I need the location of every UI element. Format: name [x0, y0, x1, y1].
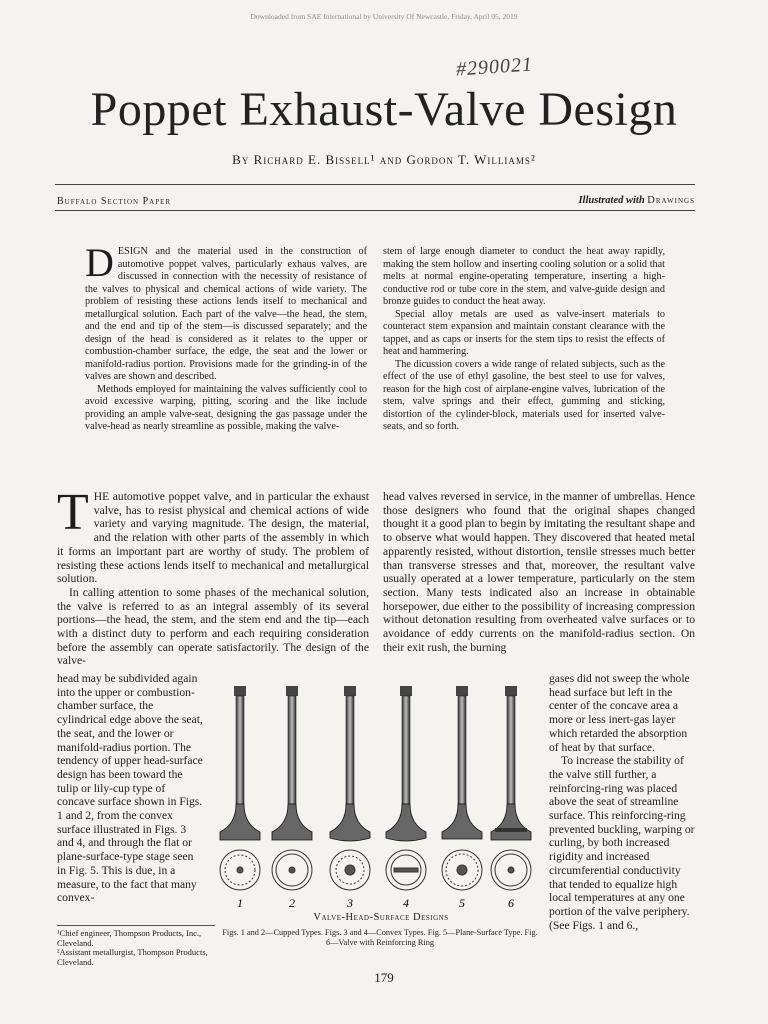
footnote: ²Assistant metallurgist, Thompson Products, Cleveland.: [57, 947, 208, 967]
abstract-paragraph: Methods employed for maintaining the valves sufficiently cool to avoid excessive warping, pitting, scoring and the like include providing an ample valve-seat, designing the gas passage under the valve-head as nearly streamline as possible, making the valve-: [85, 383, 367, 432]
valve-figure: [212, 684, 544, 910]
illustrated-drawings: Drawings: [647, 195, 695, 206]
abstract-right-column: [383, 246, 665, 434]
header-rule-top: [55, 184, 695, 185]
figure-label: 2: [289, 896, 295, 910]
body-right-column: [383, 490, 695, 654]
body-paragraph: [57, 484, 369, 586]
figure-label: 6: [508, 896, 514, 910]
body-right-narrow-column: [549, 672, 695, 932]
footnote: ¹Chief engineer, Thompson Products, Inc., Cleveland.: [57, 928, 202, 948]
illustrated-label: [578, 195, 695, 206]
body-left-column: [57, 484, 369, 668]
figure-label: 4: [403, 896, 409, 910]
abstract-text: ESIGN and the material used in the construction of automotive poppet valves, particularly exhaus valves, are discussed in connection with the necessity of resistance of the valves to physical and chemical actions of wide variety. The problem of resisting these actions lends itself to mechanical and metallurgical solution. Each part of the valve—the head, the stem, and the end and tip of the stem—is discussed separately; and the design of the head is considered as it relates to the upper or combustion-chamber surface, the edge, the seat and the lower or manifold-radius portion. Provisions made for the grinding-in of the valves are shown and described.: [85, 246, 367, 382]
valve-4: [386, 686, 426, 841]
body-paragraph: In calling attention to some phases of the mechanical solution, the valve is referred to as an integral assembly of its several portions—the head, the stem, and the stem end and the tip—each with a distinct duty to perform and each requiring consideration before the assembly can operate satisfactorily. The design of the valve-: [57, 585, 369, 668]
header-rule-bottom: [55, 210, 695, 211]
valve-2: [272, 686, 312, 840]
abstract-paragraph: stem of large enough diameter to conduct the heat away rapidly, making the stem hollow and inserting cooling solution or a solid that melts at normal engine-operating temperature, inserting a high-conductive rod or tube core in the stem, and valve-guide design and bronze guides to conduct the heat away.: [383, 246, 665, 307]
body-left-narrow-column: [57, 672, 204, 905]
abstract-left-column: [85, 240, 367, 434]
abstract-paragraph: The dicussion covers a wide range of related subjects, such as the effect of the use of ethyl gasoline, the best steel to use for valves, reason for the high cost of airplane-engine valves, lubrication of the stem, valve springs and their effect, gumming and sticking, distortion of the cylinder-block, materials used for inserted valve-seats, and so forth.: [383, 358, 665, 432]
figure-label: 5: [459, 896, 465, 910]
body-paragraph: head valves reversed in service, in the manner of umbrellas. Hence those designers who found that the original shapes changed thought it a good plan to begin by imitating the resultant shape and to observe what would happen. They discovered that heated metal apparently resisted, without distortion, tensile stresses much better than transverse stresses and that, moreover, the resultant valve usually operated at a lower temperature, particularly on the stem section. Many tests indicated also an increase in obtainable horsepower, due either to the possibility of increasing compression without detonation resulting from overheated valve surfaces or to avoidance of eddy currents on the manifold-radius section. On their exit rush, the burning: [383, 490, 695, 654]
footnotes: [57, 925, 215, 967]
body-paragraph: gases did not sweep the whole head surface but left in the center of the concave area a more or less inert-gas layer which retarded the absorption of heat by that surface.: [549, 672, 690, 754]
handwritten-annotation: #290021: [455, 53, 534, 81]
figure-label: 3: [347, 896, 353, 910]
figure-label: 1: [237, 896, 243, 910]
section-label: Buffalo Section Paper: [57, 196, 172, 207]
abstract-paragraph: Special alloy metals are used as valve-insert materials to counteract stem expansion and maintain constant clearance with the tappet, and as caps or inserts for the stem tips to resist the effects of heat and hammering.: [383, 308, 665, 357]
dropcap: T: [57, 484, 89, 541]
valve-6: [491, 686, 531, 840]
dropcap: D: [85, 240, 114, 285]
article-title: Poppet Exhaust-Valve Design: [90, 83, 678, 136]
valve-end-views: [220, 850, 531, 890]
illustrated-italic: Illustrated with: [578, 195, 645, 206]
figure-caption: Figs. 1 and 2—Cupped Types. Figs. 3 and 4—Convex Types. Fig. 5—Plane-Surface Type. Fig. 6—Valve with Reinforcing Ring: [222, 928, 538, 947]
abstract-paragraph: [85, 240, 367, 384]
download-note: Downloaded from SAE International by University Of Newcastle, Friday, April 05, 2019: [250, 12, 518, 21]
valve-3: [330, 686, 370, 841]
byline: By Richard E. Bissell¹ and Gordon T. Williams²: [232, 152, 536, 167]
valve-1: [220, 686, 260, 840]
figure-title: Valve-Head-Surface Designs: [313, 912, 449, 923]
body-paragraph: head may be subdivided again into the upper or combustion-chamber surface, the cylindrical edge above the seat, the seat, and the lower or manifold-radius portion. The tendency of upper head-surface design has been toward the tulip or lily-cup type of concave surface shown in Figs. 1 and 2, from the convex surface illustrated in Figs. 3 and 4, and through the flat or plane-surface-type stage seen in Fig. 5. This is due, in a measure, to the fact that many convex-: [57, 672, 203, 905]
body-text: HE automotive poppet valve, and in particular the exhaust valve, has to resist physical and chemical actions of wide variety and varying magnitude. The design, the material, and the relation with other parts of the assembly in which it forms an important part are worthy of study. The problem of resisting these actions lends itself to mechanical and metallurgical solution.: [57, 490, 369, 586]
body-paragraph: To increase the stability of the valve still further, a reinforcing-ring was placed above the seat of streamline surface. This reinforcing-ring prevented buckling, warping or curling, by both increased rigidity and increased circumferential conductivity that tended to equalize high local temperatures at any one portion of the valve periphery. (See Figs. 1 and 6.,: [549, 754, 695, 932]
page-number: 179: [374, 970, 394, 985]
valve-5: [442, 686, 482, 839]
